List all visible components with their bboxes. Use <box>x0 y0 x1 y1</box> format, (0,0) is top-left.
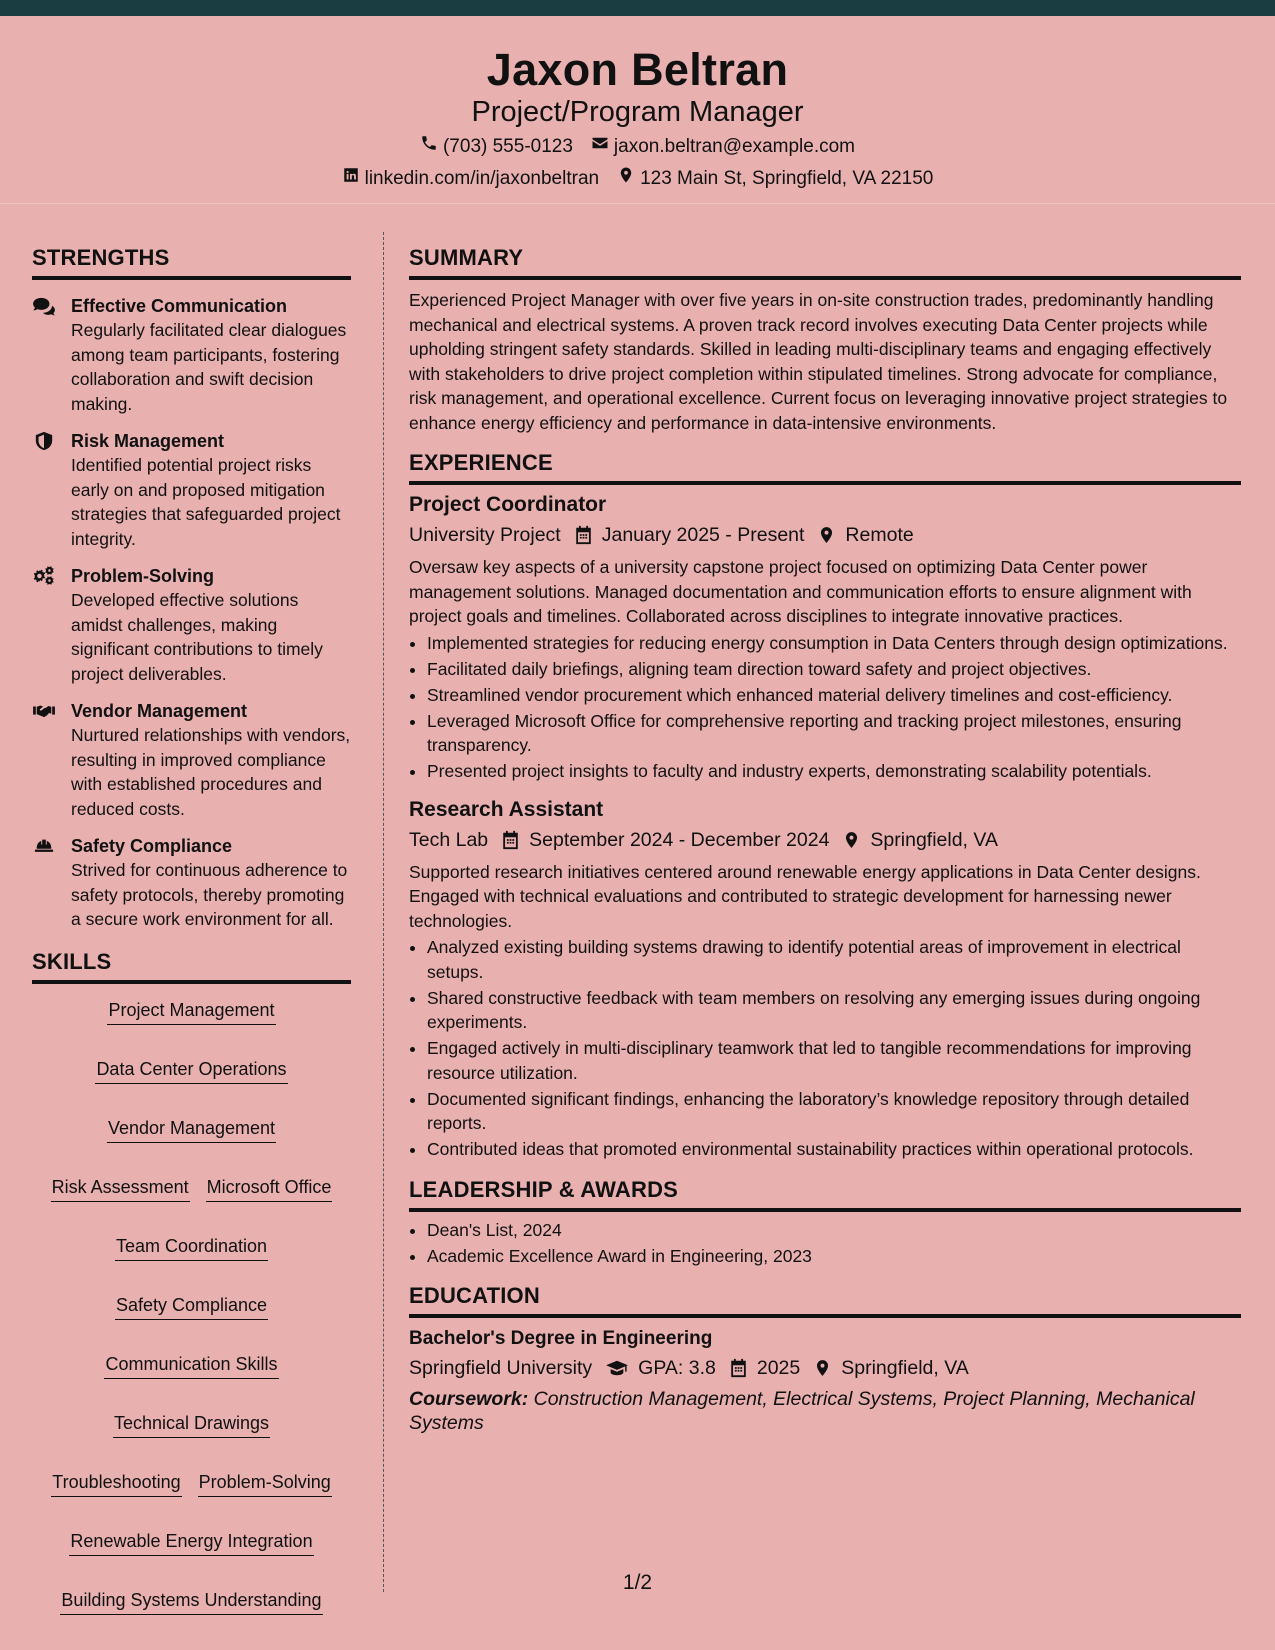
awards-list <box>409 1218 1241 1269</box>
strength-item <box>32 429 351 551</box>
phone-contact[interactable] <box>420 134 573 159</box>
resume-header <box>0 16 1275 204</box>
gpa: GPA: 3.8 <box>638 1357 716 1379</box>
graduation-year: 2025 <box>756 1357 801 1379</box>
phone-text: (703) 555-0123 <box>442 135 573 157</box>
award-item: • Dean's List, 2024 <box>427 1218 1241 1243</box>
skill-tag: Technical Drawings <box>113 1411 270 1438</box>
job-org: University Project <box>409 524 561 546</box>
strength-item <box>32 834 351 932</box>
location-pin-icon <box>617 166 635 191</box>
strength-item <box>32 294 351 416</box>
email-contact[interactable] <box>591 134 855 159</box>
job-description: Oversaw key aspects of a university capstone project focused on optimizing Data Center power management solutions. Managed documentation and communication efforts to ensure alignment with project goals and timelines. Collaborated across disciplines to integrate innovative practices. <box>409 557 1192 626</box>
hard-hat-icon <box>32 836 57 856</box>
job-bullet: • Facilitated daily briefings, aligning team direction toward safety and project objectives. <box>427 657 1241 682</box>
gears-icon <box>32 566 57 586</box>
school-name: Springfield University <box>409 1357 593 1379</box>
envelope-icon <box>591 134 609 159</box>
phone-icon <box>420 134 438 159</box>
top-accent-bar <box>0 0 1275 16</box>
strength-item <box>32 699 351 821</box>
strength-desc: Nurtured relationships with vendors, resulting in improved compliance with established procedures and reduced costs. <box>71 725 351 819</box>
strength-name: Risk Management <box>71 431 225 451</box>
column-divider <box>383 232 384 1592</box>
linkedin-contact[interactable] <box>342 166 599 191</box>
job-bullet: • Engaged actively in multi-disciplinary teamwork that led to tangible recommendations for improving resource utilization. <box>427 1036 1241 1085</box>
strength-name: Problem-Solving <box>71 566 215 586</box>
job-bullet: • Implemented strategies for reducing energy consumption in Data Centers through design optimizations. <box>427 631 1241 656</box>
skill-tag: Safety Compliance <box>115 1293 268 1320</box>
school-location: Springfield, VA <box>841 1357 969 1379</box>
job-location: Springfield, VA <box>870 828 998 851</box>
skill-tag: Building Systems Understanding <box>60 1588 322 1615</box>
award-item: • Academic Excellence Award in Engineering, 2023 <box>427 1244 1241 1269</box>
skill-tag: Vendor Management <box>107 1116 276 1143</box>
strengths-heading: STRENGTHS <box>32 244 351 280</box>
comments-icon <box>32 296 57 316</box>
coursework-label: Coursework: <box>409 1388 529 1410</box>
handshake-icon <box>32 701 57 721</box>
skill-tag: Risk Assessment <box>51 1175 190 1202</box>
job-description: Supported research initiatives centered around renewable energy applications in Data Center designs. Engaged with technical evaluations and contributed to strategic development for harnessing newer technologies. <box>409 861 1201 931</box>
job-title: Project Coordinator <box>409 493 607 516</box>
address-text: 123 Main St, Springfield, VA 22150 <box>640 167 934 189</box>
contact-row-1 <box>0 134 1275 159</box>
strength-item <box>32 564 351 686</box>
graduation-cap-icon <box>592 1358 638 1378</box>
strength-desc: Regularly facilitated clear dialogues among team participants, fostering collaboration and swift decision making. <box>71 320 347 414</box>
skill-tag: Problem-Solving <box>198 1470 332 1497</box>
skill-tag: Project Management <box>107 998 275 1025</box>
strength-desc: Developed effective solutions amidst challenges, making significant contributions to timely project deliverables. <box>71 590 323 684</box>
job-bullet: • Shared constructive feedback with team members on resolving any emerging issues during ongoing experiments. <box>427 986 1241 1035</box>
strength-name: Safety Compliance <box>71 836 233 856</box>
shield-icon <box>32 431 57 451</box>
skill-tag: Troubleshooting <box>51 1470 181 1497</box>
job-title: Research Assistant <box>409 797 604 821</box>
linkedin-text: linkedin.com/in/jaxonbeltran <box>364 167 600 189</box>
skill-tag: Renewable Energy Integration <box>69 1529 313 1556</box>
candidate-name: Jaxon Beltran <box>486 44 789 95</box>
linkedin-icon <box>342 166 360 191</box>
skill-tag: Team Coordination <box>115 1234 268 1261</box>
summary-heading: SUMMARY <box>409 244 1241 280</box>
left-column <box>32 244 351 1615</box>
degree-title: Bachelor's Degree in Engineering <box>409 1328 713 1349</box>
job-bullet: • Presented project insights to faculty and industry experts, demonstrating scalability potentials. <box>427 759 1241 784</box>
strength-name: Vendor Management <box>71 701 248 721</box>
experience-heading: EXPERIENCE <box>409 449 1241 485</box>
strength-name: Effective Communication <box>71 296 288 316</box>
job-meta <box>409 522 1241 548</box>
strength-desc: Strived for continuous adherence to safety protocols, thereby promoting a secure work environment for all. <box>71 860 348 929</box>
job-bullet: • Contributed ideas that promoted environmental sustainability practices within operational protocols. <box>427 1137 1241 1162</box>
contact-row-2 <box>0 166 1275 191</box>
right-column <box>409 244 1241 1435</box>
calendar-icon <box>716 1358 757 1378</box>
skills-list <box>32 998 351 1615</box>
coursework-text: Construction Management, Electrical Systems, Project Planning, Mechanical Systems <box>409 1388 1195 1434</box>
location-pin-icon <box>829 830 870 850</box>
job-org: Tech Lab <box>409 828 489 851</box>
job-bullet: • Streamlined vendor procurement which enhanced material delivery timelines and cost-efficiency. <box>427 683 1241 708</box>
job-dates: September 2024 - December 2024 <box>529 828 830 851</box>
skill-tag: Data Center Operations <box>95 1057 287 1084</box>
job-entry <box>409 796 1241 1162</box>
job-bullets <box>409 935 1241 1162</box>
education-meta <box>409 1355 1241 1381</box>
calendar-icon <box>488 830 529 850</box>
address-contact <box>617 166 933 191</box>
summary-text: Experienced Project Manager with over five years in on-site construction trades, predominantly handling mechanical and electrical systems. A proven track record involves executing Data Center projects while upholding stringent safety standards. Skilled in leading multi-disciplinary teams and engaging effectively with stakeholders to drive project completion within stipulated timelines. Strong advocate for compliance, risk management, and operational excellence. Current focus on leveraging innovative project strategies to enhance energy efficiency and performance in data-intensive environments. <box>409 290 1228 433</box>
coursework <box>409 1387 1241 1435</box>
job-bullet: • Leveraged Microsoft Office for comprehensive reporting and tracking project milestones, ensuring transparency. <box>427 709 1241 758</box>
location-pin-icon <box>800 1358 841 1378</box>
job-dates: January 2025 - Present <box>601 524 805 546</box>
job-bullet: • Analyzed existing building systems drawing to identify potential areas of improvement in electrical setups. <box>427 935 1241 984</box>
skill-tag: Microsoft Office <box>206 1175 333 1202</box>
page-number: 1/2 <box>622 1571 653 1594</box>
awards-heading: LEADERSHIP & AWARDS <box>409 1176 1241 1212</box>
calendar-icon <box>561 525 602 545</box>
job-bullet: • Documented significant findings, enhancing the laboratory’s knowledge repository through detailed reports. <box>427 1087 1241 1136</box>
job-entry <box>409 491 1241 784</box>
job-bullets <box>409 631 1241 784</box>
location-pin-icon <box>804 525 845 545</box>
strength-desc: Identified potential project risks early on and proposed mitigation strategies that safeguarded project integrity. <box>71 455 341 549</box>
education-heading: EDUCATION <box>409 1282 1241 1318</box>
skills-heading: SKILLS <box>32 948 351 984</box>
header-separator <box>0 203 1275 204</box>
job-location: Remote <box>845 524 914 546</box>
candidate-title: Project/Program Manager <box>471 96 804 128</box>
job-meta <box>409 827 1241 853</box>
skill-tag: Communication Skills <box>104 1352 278 1379</box>
email-text: jaxon.beltran@example.com <box>613 135 855 157</box>
